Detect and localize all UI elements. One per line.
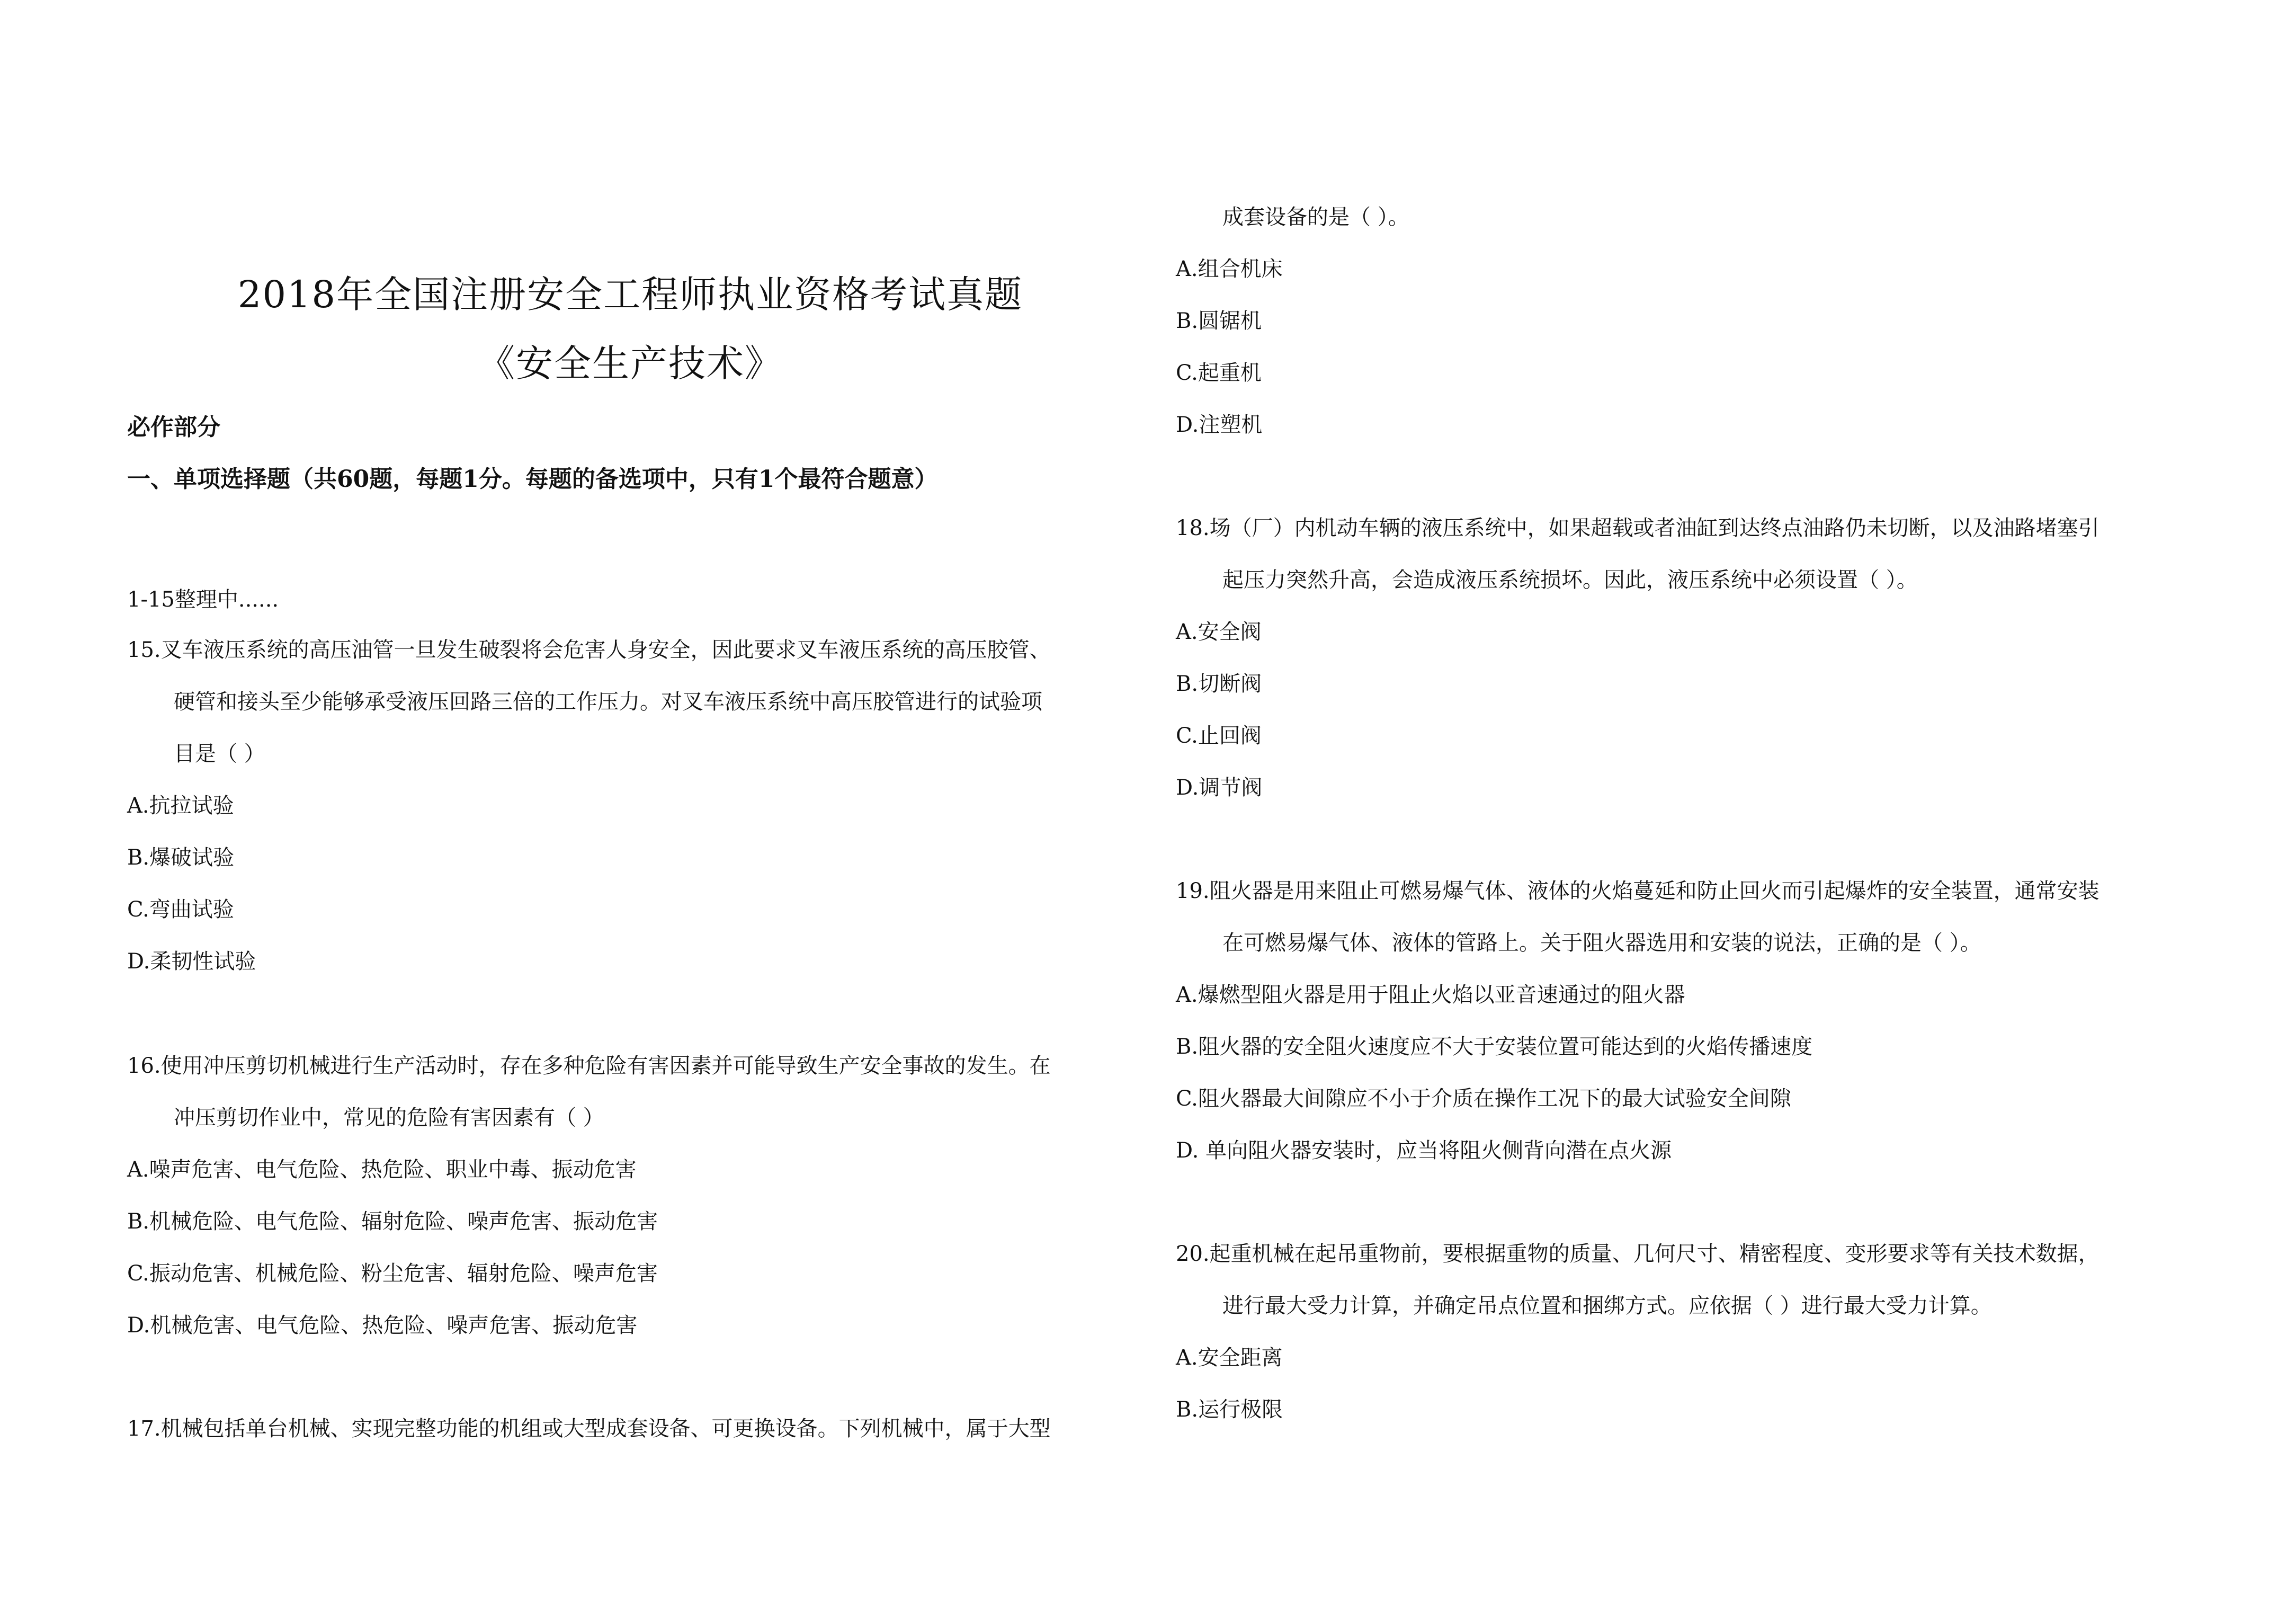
option-d: D.机械危害、电气危险、热危险、噪声危害、振动危害: [127, 1313, 638, 1338]
option-c: C.止回阀: [1176, 724, 1262, 748]
option-b: B.机械危险、电气危险、辐射危险、噪声危害、振动危害: [127, 1209, 658, 1234]
question-text: 20.起重机械在起吊重物前，要根据重物的质量、几何尺寸、精密程度、变形要求等有关技术数据，: [1176, 1242, 2100, 1266]
option-d: D.调节阀: [1176, 776, 1263, 800]
option-a: A.组合机床: [1176, 257, 1283, 281]
question-text: 15.叉车液压系统的高压油管一旦发生破裂将会危害人身安全，因此要求叉车液压系统的高压胶管、: [127, 638, 1051, 662]
option-a: A.抗拉试验: [127, 794, 234, 818]
option-b: B.运行极限: [1176, 1398, 1283, 1422]
option-a: A.安全阀: [1176, 620, 1262, 644]
question-text: 硬管和接头至少能够承受液压回路三倍的工作压力。对叉车液压系统中高压胶管进行的试验项: [174, 690, 1042, 714]
question-17-text: 17.机械包括单台机械、实现完整功能的机组或大型成套设备、可更换设备。下列机械中，属于大型: [127, 1417, 1051, 1441]
option-b: B.爆破试验: [127, 845, 235, 870]
document-title: 2018年全国注册安全工程师执业资格考试真题: [237, 273, 1023, 316]
question-text: 起压力突然升高，会造成液压系统损坏。因此，液压系统中必须设置（ ）。: [1222, 568, 1918, 592]
question-text: 18.场（厂）内机动车辆的液压系统中，如果超载或者油缸到达终点油路仍未切断，以及油路堵塞引: [1176, 516, 2100, 540]
question-text: 在可燃易爆气体、液体的管路上。关于阻火器选用和安装的说法，正确的是（ ）。: [1222, 931, 1981, 955]
part-heading: 一、单项选择题（共60题，每题1分。每题的备选项中，只有1个最符合题意）: [127, 466, 938, 493]
question-text: 19.阻火器是用来阻止可燃易爆气体、液体的火焰蔓延和防止回火而引起爆炸的安全装置，通常安装: [1176, 879, 2100, 903]
option-b: B.圆锯机: [1176, 309, 1262, 333]
question-text: 冲压剪切作业中，常见的危险有害因素有（ ）: [174, 1106, 604, 1130]
question-text: 成套设备的是（ ）。: [1222, 205, 1409, 229]
option-d: D.注塑机: [1176, 413, 1263, 437]
option-c: C.弯曲试验: [127, 897, 234, 922]
option-a: A.爆燃型阻火器是用于阻止火焰以亚音速通过的阻火器: [1176, 983, 1685, 1007]
option-d: D. 单向阻火器安装时，应当将阻火侧背向潜在点火源: [1176, 1138, 1672, 1163]
progress-note: 1-15整理中......: [127, 588, 279, 612]
document-subtitle: 《安全生产技术》: [478, 342, 783, 385]
option-c: C.阻火器最大间隙应不小于介质在操作工况下的最大试验安全间隙: [1176, 1087, 1791, 1111]
option-b: B.阻火器的安全阻火速度应不大于安装位置可能达到的火焰传播速度: [1176, 1035, 1813, 1059]
question-text: 进行最大受力计算，并确定吊点位置和捆绑方式。应依据（ ）进行最大受力计算。: [1222, 1294, 1992, 1318]
option-d: D.柔韧性试验: [127, 949, 256, 974]
option-a: A.噪声危害、电气危险、热危险、职业中毒、振动危害: [127, 1158, 637, 1182]
option-c: C.振动危害、机械危险、粉尘危害、辐射危险、噪声危害: [127, 1261, 658, 1286]
option-b: B.切断阀: [1176, 672, 1262, 696]
question-text: 目是（ ）: [174, 742, 265, 766]
option-c: C.起重机: [1176, 361, 1262, 385]
section-heading: 必作部分: [127, 414, 220, 441]
question-text: 16.使用冲压剪切机械进行生产活动时，存在多种危险有害因素并可能导致生产安全事故的发生。在: [127, 1054, 1051, 1078]
option-a: A.安全距离: [1176, 1346, 1283, 1370]
